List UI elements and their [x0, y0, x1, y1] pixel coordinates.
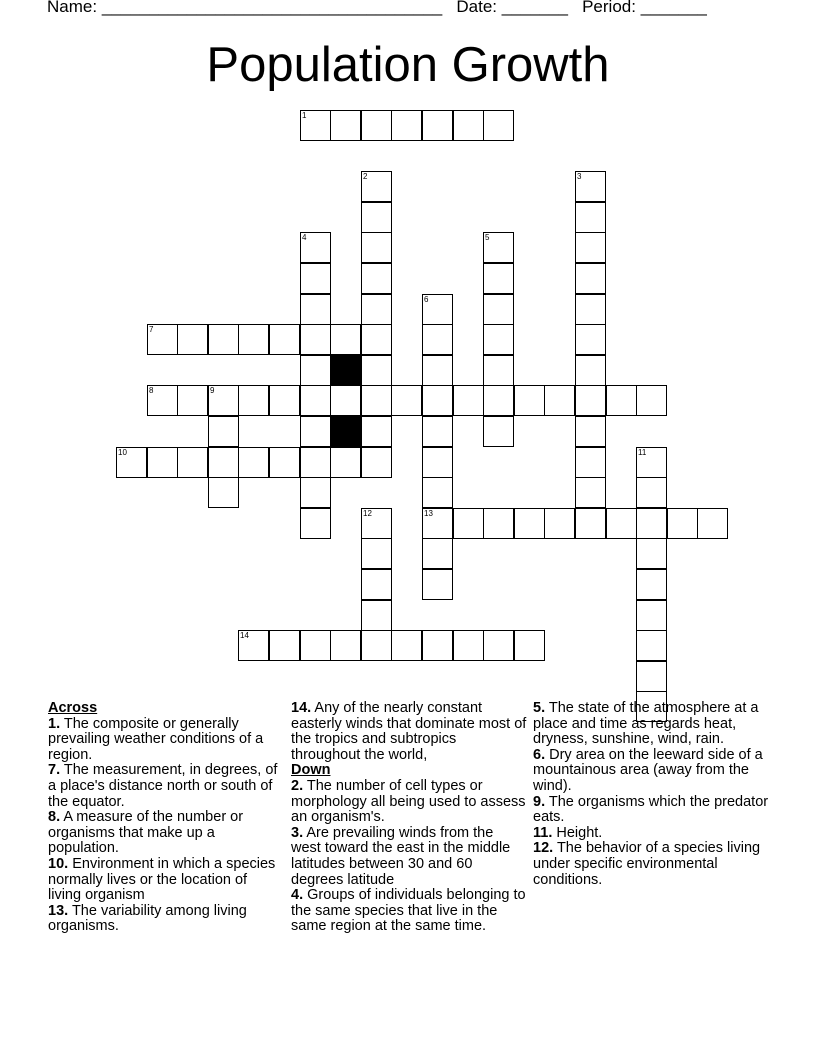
down-clue: 2. The number of cell types or morphology all being used to assess an organism's.: [291, 777, 526, 826]
grid-cell[interactable]: [147, 385, 178, 416]
grid-cell[interactable]: [575, 263, 606, 294]
grid-cell[interactable]: [361, 630, 392, 661]
grid-cell[interactable]: [636, 661, 667, 692]
grid-cell[interactable]: [361, 171, 392, 202]
blocked-cell: [330, 355, 361, 386]
grid-cell[interactable]: [422, 630, 453, 661]
grid-cell[interactable]: [300, 385, 331, 416]
clue-number: 7: [149, 325, 154, 334]
crossword-grid: [116, 110, 700, 694]
grid-cell[interactable]: [300, 263, 331, 294]
grid-cell[interactable]: [238, 385, 269, 416]
grid-cell[interactable]: [575, 324, 606, 355]
grid-cell[interactable]: [422, 294, 453, 325]
across-clue: 1. The composite or generally prevailing weather conditions of a region.: [48, 715, 264, 763]
grid-cell[interactable]: [575, 416, 606, 447]
grid-cell[interactable]: [300, 355, 331, 386]
clue-number: 4: [302, 233, 307, 242]
clue-number: 13: [424, 509, 433, 518]
grid-cell[interactable]: [422, 355, 453, 386]
grid-cell[interactable]: [177, 324, 208, 355]
date-label: Date:: [456, 0, 497, 16]
grid-cell[interactable]: [361, 569, 392, 600]
down-heading: Down: [291, 762, 331, 779]
down-clue: 3. Are prevailing winds from the west toward the east in the middle latitudes between 30 and 60 degrees latitude: [291, 824, 511, 888]
grid-cell[interactable]: [422, 385, 453, 416]
grid-cell[interactable]: [361, 324, 392, 355]
grid-cell[interactable]: [606, 385, 637, 416]
grid-cell[interactable]: [116, 447, 147, 478]
grid-cell[interactable]: [483, 508, 514, 539]
grid-cell[interactable]: [208, 477, 239, 508]
grid-cell[interactable]: [147, 324, 178, 355]
grid-cell[interactable]: [422, 416, 453, 447]
grid-cell[interactable]: [361, 508, 392, 539]
period-field[interactable]: _______: [640, 0, 707, 16]
grid-cell[interactable]: [667, 508, 698, 539]
across-clue: 14. Any of the nearly constant easterly winds that dominate most of the tropics and subtropics throughout the world,: [291, 700, 527, 763]
grid-cell[interactable]: [422, 508, 453, 539]
grid-cell[interactable]: [361, 538, 392, 569]
grid-cell[interactable]: [575, 355, 606, 386]
grid-cell[interactable]: [300, 477, 331, 508]
grid-cell[interactable]: [208, 416, 239, 447]
grid-cell[interactable]: [422, 110, 453, 141]
grid-cell[interactable]: [238, 324, 269, 355]
grid-cell[interactable]: [361, 447, 392, 478]
grid-cell[interactable]: [361, 202, 392, 233]
grid-cell[interactable]: [300, 508, 331, 539]
clue-number: 5: [485, 233, 490, 242]
grid-cell[interactable]: [483, 416, 514, 447]
grid-cell[interactable]: [177, 447, 208, 478]
puzzle-title: Population Growth: [206, 38, 610, 92]
down-clue: 5. The state of the atmosphere at a place and time as regards heat, dryness, sunshine, wind, rain.: [533, 700, 759, 748]
grid-cell[interactable]: [330, 324, 361, 355]
grid-cell[interactable]: [514, 385, 545, 416]
grid-cell[interactable]: [330, 385, 361, 416]
grid-cell[interactable]: [269, 447, 300, 478]
clue-number: 10: [118, 448, 127, 457]
grid-cell[interactable]: [238, 630, 269, 661]
grid-cell[interactable]: [453, 630, 484, 661]
down-clue: 11. Height.: [533, 824, 603, 841]
grid-cell[interactable]: [269, 324, 300, 355]
grid-cell[interactable]: [575, 385, 606, 416]
clue-number: 2: [363, 172, 368, 181]
grid-cell[interactable]: [575, 202, 606, 233]
grid-cell[interactable]: [361, 232, 392, 263]
grid-cell[interactable]: [238, 447, 269, 478]
across-clue: 10. Environment in which a species normally lives or the location of living organism: [48, 855, 276, 904]
period-label: Period:: [582, 0, 636, 16]
grid-cell[interactable]: [361, 263, 392, 294]
grid-cell[interactable]: [300, 324, 331, 355]
grid-cell[interactable]: [483, 324, 514, 355]
grid-cell[interactable]: [422, 324, 453, 355]
grid-cell[interactable]: [361, 355, 392, 386]
grid-cell[interactable]: [300, 630, 331, 661]
grid-cell[interactable]: [269, 385, 300, 416]
grid-cell[interactable]: [575, 171, 606, 202]
grid-cell[interactable]: [483, 294, 514, 325]
down-clue: 9. The organisms which the predator eats.: [533, 793, 769, 826]
grid-cell[interactable]: [300, 110, 331, 141]
blocked-cell: [330, 416, 361, 447]
grid-cell[interactable]: [483, 232, 514, 263]
grid-cell[interactable]: [483, 263, 514, 294]
clue-number: 3: [577, 172, 582, 181]
grid-cell[interactable]: [361, 385, 392, 416]
grid-cell[interactable]: [544, 508, 575, 539]
grid-cell[interactable]: [208, 385, 239, 416]
clue-number: 11: [638, 448, 647, 457]
date-field[interactable]: _______: [501, 0, 568, 16]
grid-cell[interactable]: [147, 447, 178, 478]
grid-cell[interactable]: [422, 538, 453, 569]
grid-cell[interactable]: [361, 294, 392, 325]
grid-cell[interactable]: [636, 538, 667, 569]
grid-cell[interactable]: [300, 416, 331, 447]
grid-cell[interactable]: [361, 600, 392, 631]
grid-cell[interactable]: [697, 508, 728, 539]
down-clue: 4. Groups of individuals belonging to the same species that live in the same region at the same time.: [291, 887, 526, 935]
name-field[interactable]: ____________________________________: [101, 0, 443, 16]
grid-cell[interactable]: [453, 110, 484, 141]
grid-cell[interactable]: [391, 110, 422, 141]
grid-cell[interactable]: [636, 385, 667, 416]
grid-cell[interactable]: [330, 630, 361, 661]
grid-cell[interactable]: [483, 630, 514, 661]
grid-cell[interactable]: [422, 477, 453, 508]
clues-column-1: [48, 701, 284, 935]
grid-cell[interactable]: [514, 630, 545, 661]
grid-cell[interactable]: [483, 385, 514, 416]
grid-cell[interactable]: [636, 630, 667, 661]
grid-cell[interactable]: [422, 569, 453, 600]
grid-cell[interactable]: [636, 600, 667, 631]
grid-cell[interactable]: [208, 324, 239, 355]
grid-cell[interactable]: [636, 447, 667, 478]
clue-number: 12: [363, 509, 372, 518]
grid-cell[interactable]: [483, 110, 514, 141]
clues-column-3: [533, 701, 769, 888]
grid-cell[interactable]: [330, 447, 361, 478]
grid-cell[interactable]: [269, 630, 300, 661]
down-clue: 6. Dry area on the leeward side of a mountainous area (away from the wind).: [533, 746, 763, 794]
grid-cell[interactable]: [300, 447, 331, 478]
down-clue: 12. The behavior of a species living under specific environmental conditions.: [533, 840, 761, 888]
clue-number: 8: [149, 386, 154, 395]
grid-cell[interactable]: [330, 110, 361, 141]
grid-cell[interactable]: [575, 508, 606, 539]
clue-number: 1: [302, 111, 307, 120]
across-clue: 13. The variability among living organisms.: [48, 902, 247, 935]
grid-cell[interactable]: [177, 385, 208, 416]
grid-cell[interactable]: [300, 232, 331, 263]
grid-cell[interactable]: [575, 447, 606, 478]
clue-number: 6: [424, 295, 429, 304]
grid-cell[interactable]: [575, 477, 606, 508]
grid-cell[interactable]: [361, 110, 392, 141]
grid-cell[interactable]: [636, 508, 667, 539]
grid-cell[interactable]: [636, 569, 667, 600]
grid-cell[interactable]: [514, 508, 545, 539]
across-heading: Across: [48, 700, 98, 716]
grid-cell[interactable]: [300, 294, 331, 325]
across-clue: 7. The measurement, in degrees, of a place's distance north or south of the equator.: [48, 762, 278, 810]
clue-number: 14: [240, 631, 249, 640]
grid-cell[interactable]: [636, 477, 667, 508]
grid-cell[interactable]: [483, 355, 514, 386]
grid-cell[interactable]: [606, 508, 637, 539]
grid-cell[interactable]: [453, 385, 484, 416]
grid-cell[interactable]: [422, 447, 453, 478]
student-info-line: [47, 0, 707, 17]
grid-cell[interactable]: [208, 447, 239, 478]
grid-cell[interactable]: [361, 416, 392, 447]
across-clue: 8. A measure of the number or organisms that make up a population.: [48, 809, 244, 857]
name-label: Name:: [47, 0, 98, 16]
grid-cell[interactable]: [453, 508, 484, 539]
clues-column-2: [291, 701, 527, 935]
clue-number: 9: [210, 386, 215, 395]
grid-cell[interactable]: [391, 385, 422, 416]
grid-cell[interactable]: [391, 630, 422, 661]
grid-cell[interactable]: [544, 385, 575, 416]
grid-cell[interactable]: [575, 232, 606, 263]
grid-cell[interactable]: [575, 294, 606, 325]
